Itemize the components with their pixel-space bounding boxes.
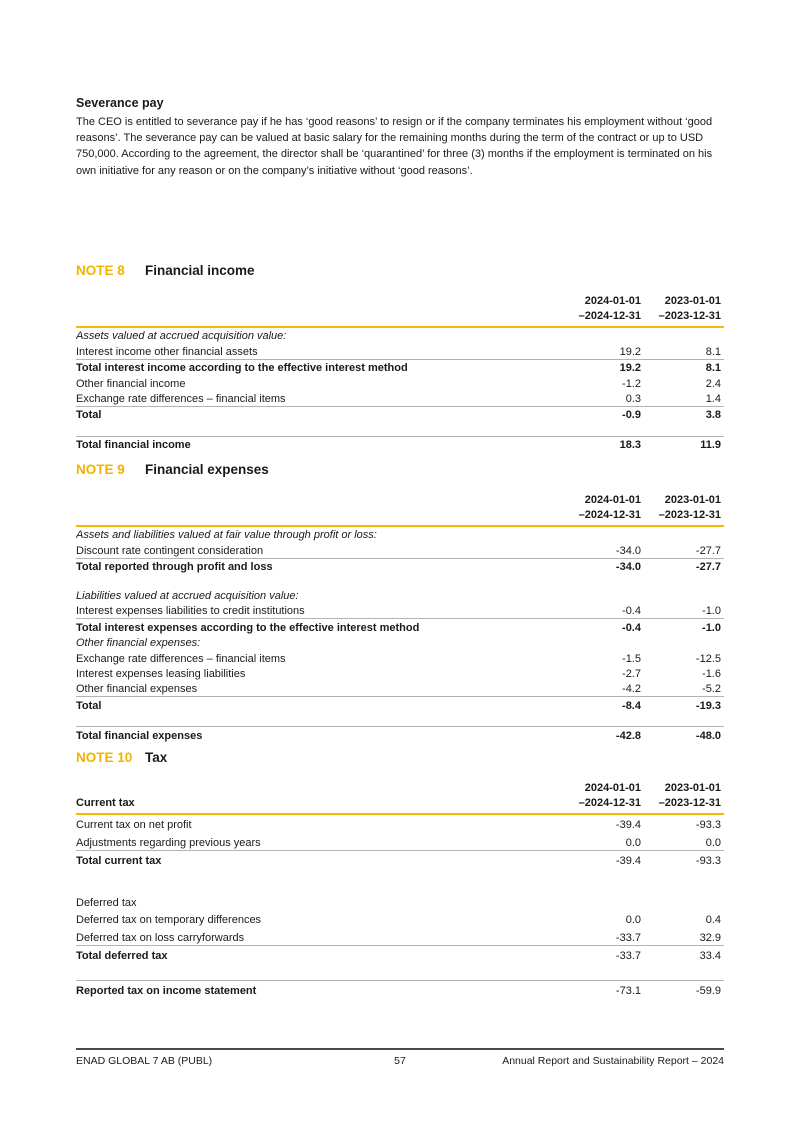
- table-row: [76, 650, 724, 665]
- row-label: Total financial income: [76, 439, 191, 452]
- row-value: 19.2: [619, 345, 641, 358]
- row-value: -1.0: [702, 605, 721, 618]
- row-label: Total financial expenses: [76, 729, 203, 742]
- row-value: -39.4: [615, 819, 641, 832]
- period-date-line: –2023-12-31: [658, 509, 721, 521]
- row-value: -0.4: [622, 621, 641, 634]
- row-label: Discount rate contingent consideration: [76, 544, 264, 557]
- row-label: Liabilities valued at accrued acquisition value:: [76, 590, 299, 603]
- period-date-line: 2023-01-01: [664, 782, 721, 794]
- note-heading: [76, 750, 724, 768]
- row-value: 19.2: [619, 362, 641, 375]
- row-value: -42.8: [615, 729, 641, 742]
- period-date-line: –2024-12-31: [578, 509, 641, 521]
- table-row: [76, 375, 724, 390]
- row-label: Total deferred tax: [76, 950, 168, 963]
- row-value: 3.8: [705, 409, 721, 422]
- period-date-line: 2023-01-01: [664, 494, 721, 506]
- row-label: Total interest expenses according to the effective interest method: [76, 621, 420, 634]
- period-date-line: –2024-12-31: [578, 797, 641, 809]
- table-row: [76, 815, 724, 832]
- row-value: 1.4: [705, 392, 721, 405]
- row-value: -0.4: [622, 605, 641, 618]
- table-header-period-column: [644, 781, 724, 811]
- row-value: 8.1: [705, 362, 721, 375]
- table-row: [76, 542, 724, 558]
- row-value: -59.9: [695, 985, 721, 998]
- footer-company-name: ENAD GLOBAL 7 AB (PUBL): [76, 1055, 213, 1067]
- table-row: [76, 407, 724, 422]
- period-date-line: –2024-12-31: [578, 310, 641, 322]
- table-header-row: [76, 493, 724, 527]
- row-value: -5.2: [702, 683, 721, 696]
- row-value: -1.2: [622, 377, 641, 390]
- table-row: [76, 343, 724, 359]
- row-label: Deferred tax on temporary differences: [76, 914, 262, 927]
- table-spacer-row: [76, 868, 724, 893]
- table-row: [76, 681, 724, 697]
- table-header-row: [76, 294, 724, 328]
- table-row: [76, 851, 724, 868]
- row-label: Total interest income according to the effective interest method: [76, 362, 408, 375]
- table-row: [76, 588, 724, 603]
- row-value: 32.9: [699, 931, 721, 944]
- table-row: [76, 527, 724, 542]
- row-label: Other financial expenses:: [76, 637, 201, 650]
- row-label: Total reported through profit and loss: [76, 561, 273, 574]
- table-row: [76, 619, 724, 634]
- row-value: 0.3: [625, 392, 641, 405]
- row-value: -34.0: [615, 561, 641, 574]
- note-number-label: NOTE 8: [76, 263, 125, 278]
- table-spacer-row: [76, 713, 724, 728]
- table-row: [76, 910, 724, 927]
- table-row: [76, 360, 724, 375]
- table-row: [76, 328, 724, 343]
- row-label: Exchange rate differences – financial items: [76, 392, 286, 405]
- table-row: [76, 635, 724, 650]
- row-label: Reported tax on income statement: [76, 985, 257, 998]
- table-header-period-column: [564, 294, 644, 324]
- note-section: [76, 462, 724, 743]
- row-value: -73.1: [615, 985, 641, 998]
- period-date-line: 2023-01-01: [664, 295, 721, 307]
- row-label: Other financial income: [76, 377, 186, 390]
- table-row: [76, 946, 724, 963]
- note-section: [76, 750, 724, 998]
- row-value: -12.5: [695, 652, 721, 665]
- row-value: 18.3: [619, 439, 641, 452]
- table-row: [76, 832, 724, 850]
- row-value: 0.0: [625, 914, 641, 927]
- period-date-line: –2023-12-31: [658, 797, 721, 809]
- table-row: [76, 391, 724, 407]
- row-value: -33.7: [615, 950, 641, 963]
- note-heading: [76, 462, 724, 480]
- table-row: [76, 893, 724, 910]
- row-value: -39.4: [615, 854, 641, 867]
- row-value: -0.9: [622, 409, 641, 422]
- table-row: [76, 666, 724, 681]
- table-header-period-column: [644, 493, 724, 523]
- severance-pay-body: The CEO is entitled to severance pay if he has ‘good reasons’ to resign or if the company terminates his employment without ‘good reasons’. The severance pay can be valued at basic salary for the remaining months during the term of the contract or up to USD 750,000. According to the agreement, the director shall be ‘quarantined’ for three (3) months if the employment is terminated on his own initiative for any reason or on the company’s initiative without ‘good reasons’.: [76, 116, 713, 177]
- table-spacer-row: [76, 574, 724, 588]
- row-label: Assets valued at accrued acquisition value:: [76, 330, 287, 343]
- row-label: Total current tax: [76, 854, 162, 867]
- row-value: -1.5: [622, 652, 641, 665]
- note-section: [76, 263, 724, 452]
- row-value: 0.4: [705, 914, 721, 927]
- period-date-line: 2024-01-01: [584, 782, 641, 794]
- row-value: -19.3: [695, 699, 721, 712]
- row-value: -93.3: [695, 819, 721, 832]
- table-row: [76, 437, 724, 452]
- row-value: -1.6: [702, 668, 721, 681]
- note-title: Tax: [145, 750, 168, 765]
- row-value: -4.2: [622, 683, 641, 696]
- row-label: Other financial expenses: [76, 683, 198, 696]
- row-label: Interest income other financial assets: [76, 345, 258, 358]
- period-date-line: –2023-12-31: [658, 310, 721, 322]
- row-label: Interest expenses leasing liabilities: [76, 668, 246, 681]
- row-value: -2.7: [622, 668, 641, 681]
- table-row: [76, 727, 724, 742]
- note-title: Financial income: [145, 263, 255, 278]
- row-label: Deferred tax: [76, 897, 137, 910]
- severance-pay-section: [76, 96, 724, 179]
- row-value: -34.0: [615, 544, 641, 557]
- table-spacer-row: [76, 963, 724, 981]
- row-label: Total: [76, 409, 102, 422]
- row-value: 0.0: [705, 836, 721, 849]
- page-footer: [76, 1048, 724, 1067]
- note-heading: [76, 263, 724, 281]
- table-row: [76, 559, 724, 574]
- note-title: Financial expenses: [145, 462, 269, 477]
- row-value: 11.9: [700, 439, 721, 452]
- note-number-label: NOTE 10: [76, 750, 133, 765]
- row-label: Total: [76, 699, 102, 712]
- table-header-period-column: [644, 294, 724, 324]
- table-header-left-label: Current tax: [76, 797, 135, 809]
- row-value: -93.3: [695, 854, 721, 867]
- period-date-line: 2024-01-01: [584, 494, 641, 506]
- period-date-line: 2024-01-01: [584, 295, 641, 307]
- table-spacer-row: [76, 422, 724, 437]
- row-label: Interest expenses liabilities to credit institutions: [76, 605, 305, 618]
- table-row: [76, 927, 724, 945]
- table-header-period-column: [564, 781, 644, 811]
- row-value: 33.4: [699, 950, 721, 963]
- table-header-period-column: [564, 493, 644, 523]
- table-row: [76, 697, 724, 712]
- table-row: [76, 603, 724, 619]
- row-value: -48.0: [695, 729, 721, 742]
- row-value: 8.1: [705, 345, 721, 358]
- row-label: Assets and liabilities valued at fair value through profit or loss:: [76, 529, 377, 542]
- footer-page-number: 57: [394, 1055, 406, 1067]
- row-value: -8.4: [622, 699, 641, 712]
- row-value: -27.7: [695, 544, 721, 557]
- row-value: -27.7: [695, 561, 721, 574]
- row-value: 0.0: [625, 836, 641, 849]
- table-header-row: [76, 781, 724, 815]
- severance-pay-title: Severance pay: [76, 96, 164, 110]
- footer-report-title: Annual Report and Sustainability Report – 2024: [502, 1055, 724, 1067]
- row-label: Deferred tax on loss carryforwards: [76, 931, 245, 944]
- row-value: 2.4: [705, 377, 721, 390]
- row-label: Current tax on net profit: [76, 819, 192, 832]
- row-label: Exchange rate differences – financial items: [76, 652, 286, 665]
- table-row: [76, 981, 724, 998]
- note-number-label: NOTE 9: [76, 462, 125, 477]
- row-value: -33.7: [615, 931, 641, 944]
- row-value: -1.0: [702, 621, 721, 634]
- row-label: Adjustments regarding previous years: [76, 836, 261, 849]
